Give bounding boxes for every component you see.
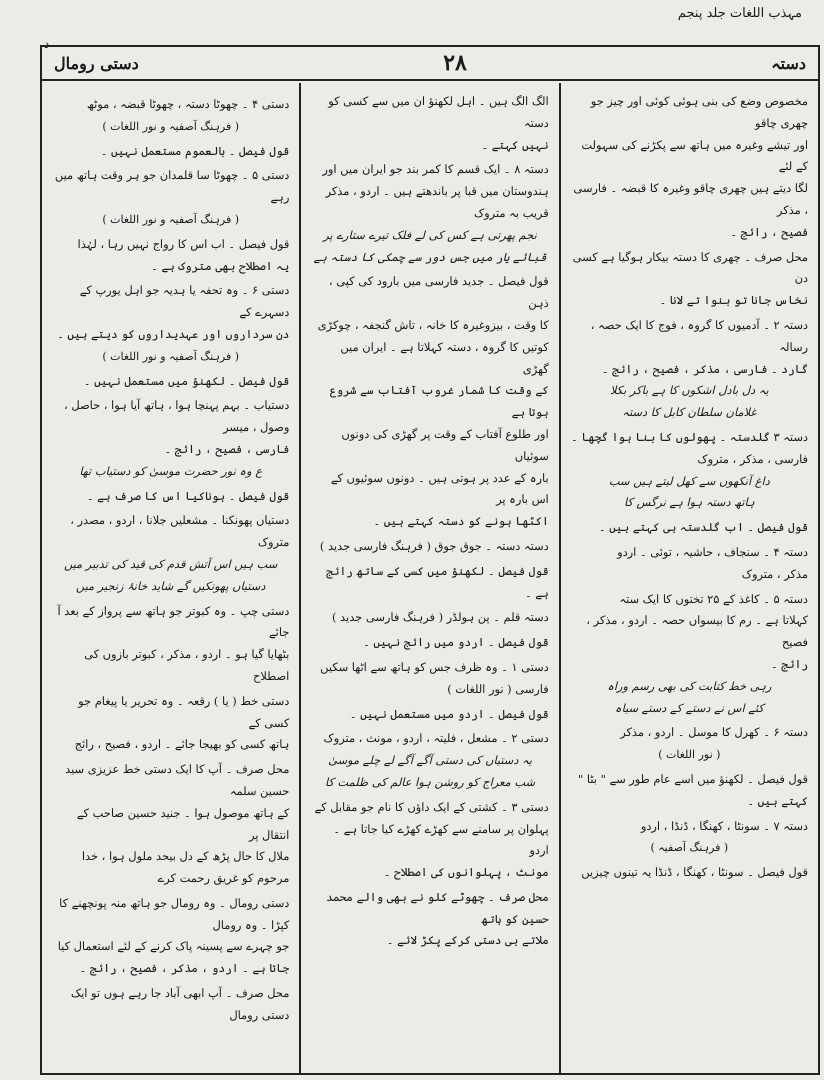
verse-line: کئے اس نے دستے کے دستے سیاہ: [614, 700, 764, 715]
entry-line: دستہ ۲ ۔ آدمیوں کا گروہ ، فوج کا ایک حصہ ، رسالہ: [590, 317, 808, 354]
column-middle: [299, 83, 558, 1073]
header-last-headword: دستی رومال: [54, 53, 139, 73]
verse-line: ہاتھ دستہ ہوا ہے نرگس کا: [623, 495, 755, 510]
verse-line: شب معراج کو روشن ہوا عالم کی ظلمت کا: [324, 774, 536, 789]
source-citation: ( فرہنگ آصفیہ و نور اللغات ): [102, 212, 240, 226]
entry-line: دستہ ۸ ۔ ایک قسم کا کمر بند جو ایران میں اور: [322, 162, 549, 177]
entry-line: قول فیصل ۔ لکھنؤ میں مستعمل نہیں ۔: [83, 373, 290, 388]
text-line: فارسی ، مذکر ، متروک: [697, 451, 808, 466]
text-line: جو چہرے سے پسینہ پاک کرنے کے لئے استعمال کیا: [57, 939, 290, 954]
text-line: اور طلوع آفتاب کے وقت پر گھڑی کی دونوں سوئیاں: [341, 426, 549, 463]
text-line: یہ اصطلاح بھی متروک ہے ۔: [151, 258, 290, 273]
verse-line: نجم پھرتی ہے کس کی لے فلک تیرے ستارے پر: [323, 227, 537, 242]
verse-line: یہ دستیاں کی دستی آگے آگے لے چلے موسیٰ: [328, 753, 532, 768]
text-line: بارہ کے عدد پر ہوتی ہیں ۔ دونوں سوئیوں کے اس بارہ پر: [330, 470, 549, 507]
entry-line: دستی چپ ۔ وہ کبوتر جو ہاتھ سے پرواز کے بعد آ جائے: [57, 603, 290, 640]
source-citation: ( فرہنگ آصفیہ ): [650, 841, 729, 855]
entry-line: قول فیصل ۔ لکھنؤ میں کسی کے ساتھ رائج ہے ۔: [326, 563, 549, 600]
entry-line: دستی ۲ ۔ مشعل ، فلیتہ ، اردو ، مونث ، متروک: [323, 731, 549, 746]
entry-line: دستی ۵ ۔ چھوٹا سا قلمدان جو ہر وقت ہاتھ میں رہے: [54, 168, 290, 205]
entry-line: دستہ ۷ ۔ سونٹا ، کھنگا ، ڈنڈا ، اردو: [640, 818, 808, 833]
verse-line: رہی خط کتابت کی بھی رسم وراہ: [607, 678, 772, 693]
entry-line: قول فیصل ۔ اردو میں مستعمل نہیں ۔: [349, 706, 549, 721]
entry-line: دستہ ۶ ۔ کھرل کا موسل ۔ اردو ، مذکر: [620, 725, 808, 740]
entry-line: دستہ قلم ۔ پن ہولڈر ( فرہنگ فارسی جدید ): [331, 610, 549, 625]
entry-line: دستی ۱ ۔ وہ ظرف جس کو ہاتھ سے اٹھا سکیں: [320, 659, 549, 674]
page-header: [42, 47, 818, 81]
entry-line: قول فیصل ۔ اب گلدستہ ہی کہتے ہیں ۔: [598, 520, 808, 535]
entry-line: قول فیصل ۔ اب اس کا رواج نہیں رہا ، لہٰذا: [77, 236, 290, 251]
text-line: کا وقت ، بیزوغیرہ کا خانہ ، تاش گنجفہ ، چوکڑی: [317, 317, 549, 332]
text-line: ہندوستان میں قبا پر باندھتے ہیں ۔ اردو ، مذکر: [325, 184, 549, 199]
entry-line: قول فیصل ۔ جدید فارسی میں بارود کی کپی ، ذہن: [328, 274, 549, 311]
text-line: فارسی ، فصیح ، رائج ۔: [164, 441, 290, 456]
entry-line: دستی ۶ ۔ وہ تحفہ یا ہدیہ جو اہل یورپ کے دسہرے کے: [79, 283, 290, 320]
text-line: اور تیشے وغیرہ میں ہاتھ سے پکڑنے کی سہولت کے لئے: [581, 137, 808, 174]
entry-line: محل صرف ۔ آپ کا ایک دستی خط عزیزی سید حسین سلمہ: [65, 762, 290, 798]
text-line: دن سرداروں اور عہدیداروں کو دیتے ہیں ۔: [57, 326, 290, 341]
text-line: مخصوص وضع کی بنی ہوئی کوئی اور چیز جو چھری چاقو: [590, 94, 808, 130]
entry-line: دستہ دستہ ۔ جوق جوق ( فرہنگ فارسی جدید ): [319, 538, 549, 553]
source-citation: ( فرہنگ آصفیہ و نور اللغات ): [102, 349, 240, 363]
entry-line: قول فیصل ۔ بالعموم مستعمل نہیں ۔: [100, 143, 290, 158]
text-line: بٹھایا گیا ہو ۔ اردو ، مذکر ، کبوتر بازوں کی اصطلاح: [84, 647, 290, 683]
text-line: مونث ، پہلوانوں کی اصطلاح ۔: [383, 865, 549, 880]
entry-line: محل صرف ۔ آپ ابھی آباد جا رہے ہوں تو ایک دستی رومال: [70, 986, 290, 1022]
text-line: کہتے ہیں ۔: [747, 793, 808, 808]
text-line: پہلوان پر سامنے سے کھڑے کھڑے کیا جاتا ہے ۔ اردو: [333, 821, 549, 858]
text-line: نہیں کہتے ۔: [481, 137, 549, 152]
header-first-headword: دستہ: [771, 53, 806, 73]
text-line: کہلاتا ہے ۔ رم کا بیسواں حصہ ۔ اردو ، مذکر ، فصیح: [586, 613, 808, 650]
text-line: جاتا ہے ۔ اردو ، مذکر ، فصیح ، رائج ۔: [79, 961, 290, 976]
verse-line: غلامان سلطان کابل کا دستہ: [622, 405, 757, 420]
verse-line: دستیاں پھونکیں گے شاید خانۂ زنجیر میں: [75, 578, 266, 593]
text-line: الگ الگ ہیں ۔ اہل لکھنؤ ان میں سے کسی کو دستہ: [328, 94, 549, 130]
page-frame: [40, 45, 820, 1075]
text-line: مذکر ، متروک: [741, 566, 808, 581]
text-line: گارد ۔ فارسی ، مذکر ، فصیح ، رائج ۔: [601, 361, 808, 376]
verse-line: یہ دل بادل اشکوں کا ہے باکر بکلا: [610, 383, 769, 398]
side-mark: د: [44, 37, 50, 51]
entry-line: قول فیصل ۔ لکھنؤ میں اسے عام طور سے " بٹا ": [578, 771, 808, 786]
entry-line: دستیاب ۔ بہم پہنچا ہوا ، ہاتھ آیا ہوا ، حاصل ، وصول ، میسر: [64, 398, 290, 435]
entry-line: قول فیصل ۔ اردو میں رائج نہیں ۔: [363, 635, 549, 650]
running-head: مہذب اللغات جلد پنجم: [677, 6, 802, 21]
text-line: ہاتھ کسی کو بھیجا جائے ۔ اردو ، فصیح ، رائج: [74, 737, 290, 752]
text-line: فصیح ، رائج ۔: [730, 224, 808, 239]
entry-line: دستہ ۴ ۔ سنجاف ، حاشیہ ، توئی ۔ اردو: [617, 544, 808, 559]
text-line: اکٹھا ہونے کو دستہ کہتے ہیں ۔: [373, 514, 549, 529]
text-line: فارسی ( نور اللغات ): [447, 681, 549, 696]
entry-line: دستی خط ( یا ) رقعہ ۔ وہ تحریر یا پیغام جو کسی کے: [78, 693, 290, 730]
verse-line: قبائے یار میں جس دور سے چمکی کا دستہ ہے: [313, 249, 547, 264]
text-line: نخاس جانا تو بنوا تے لانا ۔: [659, 293, 808, 308]
verse-line: ع وہ نور حضرت موسیٰ کو دستیاب تھا: [79, 463, 263, 478]
text-line: لگا دیتے ہیں چھری چاقو وغیرہ کا قبضہ ۔ فارسی ، مذکر: [573, 181, 808, 217]
text-line: قریب بہ متروک: [473, 205, 549, 220]
entry-line: دستہ ۵ ۔ کاغذ کے ۲۵ تختوں کا ایک ستہ: [619, 591, 808, 606]
entry-line: قول فیصل ۔ ہوناکیا اس کا صرف ہے ۔: [86, 488, 290, 503]
verse-line: سب ہیں اس آتش قدم کی قید کی تدبیر میں: [63, 556, 278, 571]
text-line: کے وقت کا شمار غروب آفتاب سے شروع ہوتا ہے: [329, 383, 549, 420]
page-number: ۲۸: [443, 50, 467, 76]
entry-line: قول فیصل ۔ سونٹا ، کھنگا ، ڈنڈا یہ تینوں چیزیں: [581, 865, 808, 880]
entry-line: محل صرف ۔ چھری کا دستہ بیکار ہوگیا ہے کسی دن: [572, 249, 808, 286]
text-line: رائج ۔: [771, 656, 808, 671]
entry-line: محل صرف ۔ چھوٹے کلو نے بھی والے محمد حسین کو ہاتھ: [326, 889, 549, 926]
source-citation: ( فرہنگ آصفیہ و نور اللغات ): [102, 119, 240, 133]
text-line: کے ہاتھ موصول ہوا ۔ جنید حسین صاحب کے انتقال پر: [76, 805, 290, 842]
columns: [42, 83, 818, 1073]
entry-line: دستی رومال ۔ وہ رومال جو ہاتھ منہ پونچھنے کا کپڑا ۔ وہ رومال: [59, 895, 290, 932]
verse-line: داغ آنکھوں سے کھل لیتے ہیں سب: [608, 473, 770, 488]
entry-line: دستی ۳ ۔ کشتی کے ایک داؤں کا نام جو مقابل کے: [314, 799, 549, 814]
text-line: ملال کا حال پڑھ کے دل بیحد ملول ہوا ، خدا مرحوم کو غریق رحمت کرے: [81, 849, 290, 886]
text-line: ملاتے ہی دستی کرکے پکڑ لائے ۔: [386, 933, 549, 948]
text-line: کوتیں کا گروہ ، دستہ کہلاتا ہے ۔ ایران میں گھڑی: [340, 339, 549, 376]
source-citation: ( نور اللغات ): [658, 748, 721, 762]
entry-line: دستی ۴ ۔ چھوٹا دستہ ، چھوٹا قبضہ ، موٹھ: [86, 97, 290, 111]
column-left: [42, 83, 299, 1073]
entry-line: دستیاں پھونکنا ۔ مشعلیں جلانا ، اردو ، مصدر ، متروک: [70, 513, 290, 550]
entry-line: دستہ ۳ گلدستہ ۔ پھولوں کا بنا ہوا گچھا ۔: [571, 429, 808, 444]
column-right: [559, 83, 818, 1073]
